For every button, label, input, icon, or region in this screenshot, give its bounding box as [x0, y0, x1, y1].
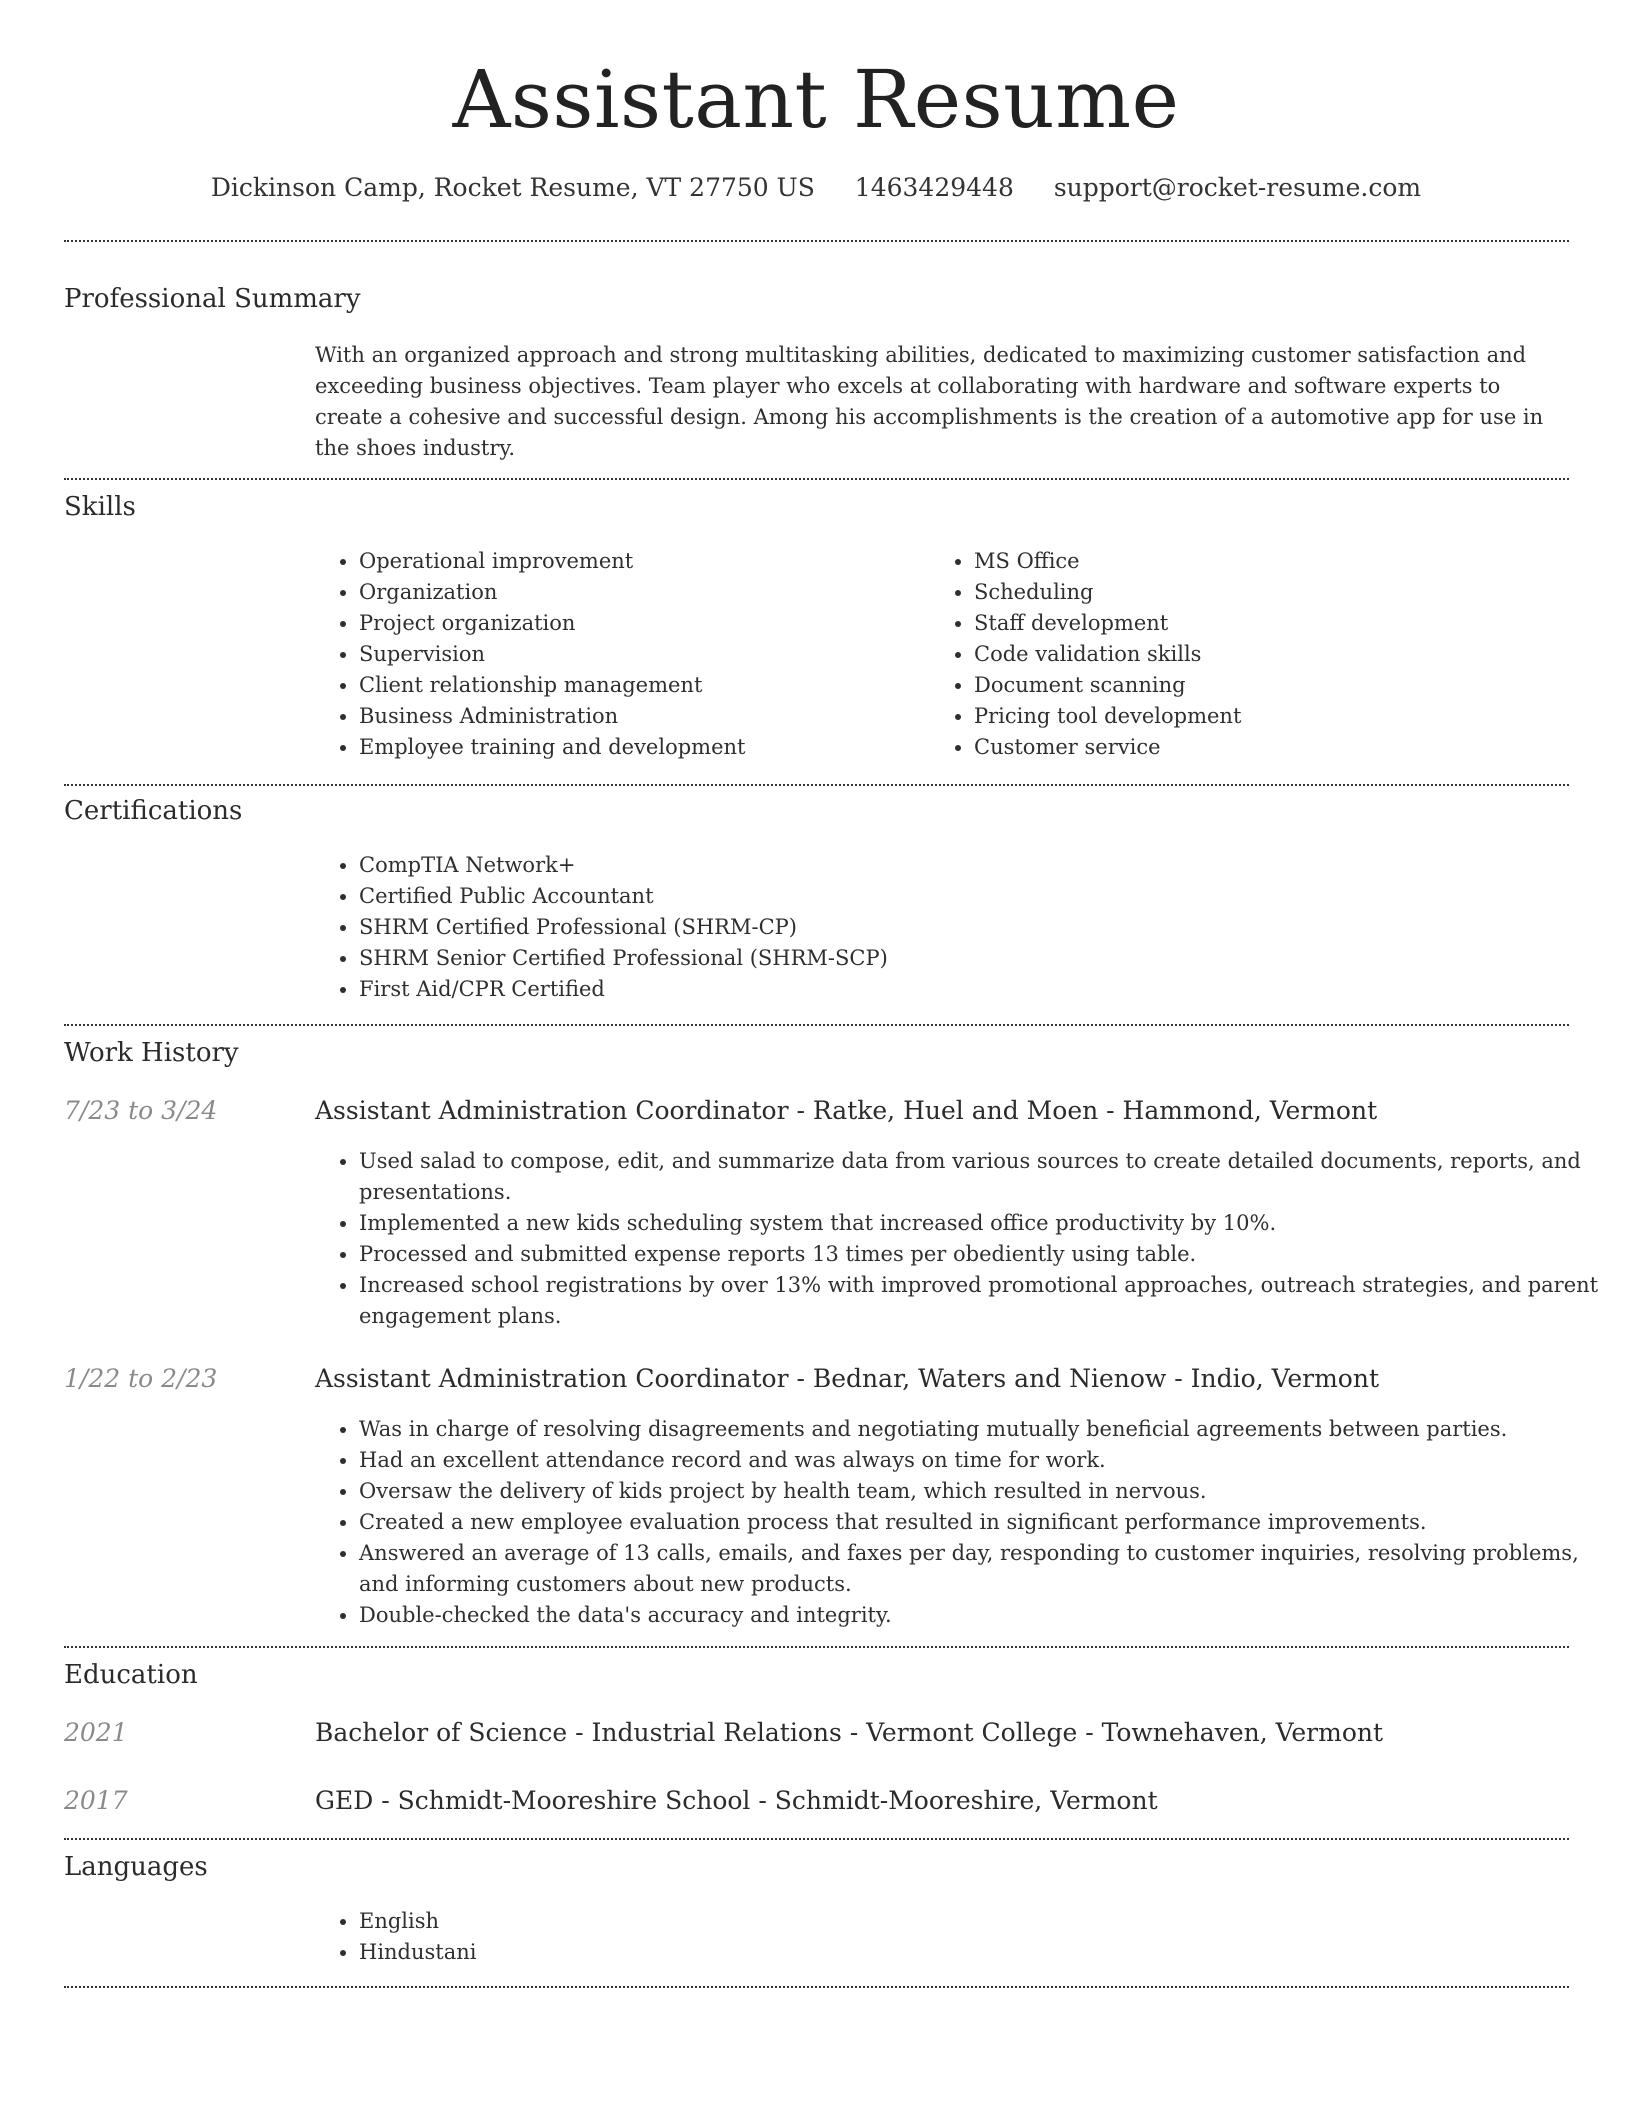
- skill-item: • Organization: [359, 577, 919, 608]
- skills-list-right: [930, 546, 1574, 763]
- skill-item: • Code validation skills: [974, 639, 1574, 670]
- job-bullet: • Created a new employee evaluation process that resulted in significant performance improvements.: [359, 1507, 1604, 1538]
- education-year: 2021: [64, 1718, 128, 1747]
- skill-item: • Scheduling: [974, 577, 1574, 608]
- certification-item: • SHRM Senior Certified Professional (SHRM-SCP): [359, 943, 1559, 974]
- skill-item: • Customer service: [974, 732, 1574, 763]
- contact-address: Dickinson Camp, Rocket Resume, VT 27750 US: [210, 173, 815, 202]
- section-divider: [64, 1024, 1569, 1026]
- skill-item: • Operational improvement: [359, 546, 919, 577]
- job-bullet: • Answered an average of 13 calls, emails, and faxes per day, responding to customer inquiries, resolving problems, and informing customers about new products.: [359, 1538, 1604, 1600]
- certifications-list: [315, 850, 1559, 1005]
- job-heading: Assistant Administration Coordinator - Ratke, Huel and Moen - Hammond, Vermont: [315, 1096, 1378, 1125]
- language-item: • English: [359, 1906, 959, 1937]
- job-dates: 1/22 to 2/23: [64, 1364, 218, 1393]
- education-year: 2017: [64, 1786, 128, 1815]
- skill-item: • MS Office: [974, 546, 1574, 577]
- section-title-skills: Skills: [64, 492, 136, 522]
- job-bullets: [315, 1146, 1604, 1332]
- certification-item: • CompTIA Network+: [359, 850, 1559, 881]
- job-heading: Assistant Administration Coordinator - Bednar, Waters and Nienow - Indio, Vermont: [315, 1364, 1380, 1393]
- certification-item: • SHRM Certified Professional (SHRM-CP): [359, 912, 1559, 943]
- skill-item: • Business Administration: [359, 701, 919, 732]
- resume-title: Assistant Resume: [452, 53, 1180, 146]
- skill-item: • Pricing tool development: [974, 701, 1574, 732]
- job-bullet: • Processed and submitted expense reports 13 times per obediently using table.: [359, 1239, 1604, 1270]
- contact-email: support@rocket-resume.com: [1053, 173, 1422, 202]
- education-entry: GED - Schmidt-Mooreshire School - Schmidt-Mooreshire, Vermont: [315, 1786, 1158, 1815]
- job-dates: 7/23 to 3/24: [64, 1096, 218, 1125]
- certification-item: • First Aid/CPR Certified: [359, 974, 1559, 1005]
- section-divider: [64, 240, 1569, 242]
- skill-item: • Employee training and development: [359, 732, 919, 763]
- language-item: • Hindustani: [359, 1937, 959, 1968]
- section-title-work-history: Work History: [64, 1038, 239, 1068]
- section-title-languages: Languages: [64, 1852, 208, 1882]
- skills-list-left: [315, 546, 919, 763]
- section-divider: [64, 478, 1569, 480]
- job-bullet: • Implemented a new kids scheduling system that increased office productivity by 10%.: [359, 1208, 1604, 1239]
- section-divider: [64, 1646, 1569, 1648]
- job-bullet: • Was in charge of resolving disagreements and negotiating mutually beneficial agreements between parties.: [359, 1414, 1604, 1445]
- section-divider: [64, 1986, 1569, 1988]
- job-bullet: • Had an excellent attendance record and was always on time for work.: [359, 1445, 1604, 1476]
- education-entry: Bachelor of Science - Industrial Relations - Vermont College - Townehaven, Vermont: [315, 1718, 1384, 1747]
- section-divider: [64, 1838, 1569, 1840]
- skill-item: • Document scanning: [974, 670, 1574, 701]
- skill-item: • Client relationship management: [359, 670, 919, 701]
- skill-item: • Supervision: [359, 639, 919, 670]
- contact-phone: 1463429448: [854, 173, 1014, 202]
- job-bullet: • Used salad to compose, edit, and summarize data from various sources to create detailed documents, reports, and presentations.: [359, 1146, 1604, 1208]
- section-divider: [64, 784, 1569, 786]
- section-title-certifications: Certifications: [64, 796, 243, 826]
- section-title-education: Education: [64, 1660, 198, 1690]
- job-bullet: • Double-checked the data's accuracy and integrity.: [359, 1600, 1604, 1631]
- languages-list: [315, 1906, 959, 1968]
- job-bullet: • Increased school registrations by over 13% with improved promotional approaches, outreach strategies, and parent engagement plans.: [359, 1270, 1604, 1332]
- section-title-summary: Professional Summary: [64, 284, 361, 314]
- skill-item: • Project organization: [359, 608, 919, 639]
- contact-line: [0, 170, 1632, 206]
- job-bullets: [315, 1414, 1604, 1631]
- skill-item: • Staff development: [974, 608, 1574, 639]
- job-bullet: • Oversaw the delivery of kids project by health team, which resulted in nervous.: [359, 1476, 1604, 1507]
- certification-item: • Certified Public Accountant: [359, 881, 1559, 912]
- summary-text: With an organized approach and strong multitasking abilities, dedicated to maximizing customer satisfaction and exceeding business objectives. Team player who excels at collaborating with hardware and software experts to create a cohesive and successful design. Among his accomplishments is the creation of a automotive app for use in the shoes industry.: [315, 343, 1544, 460]
